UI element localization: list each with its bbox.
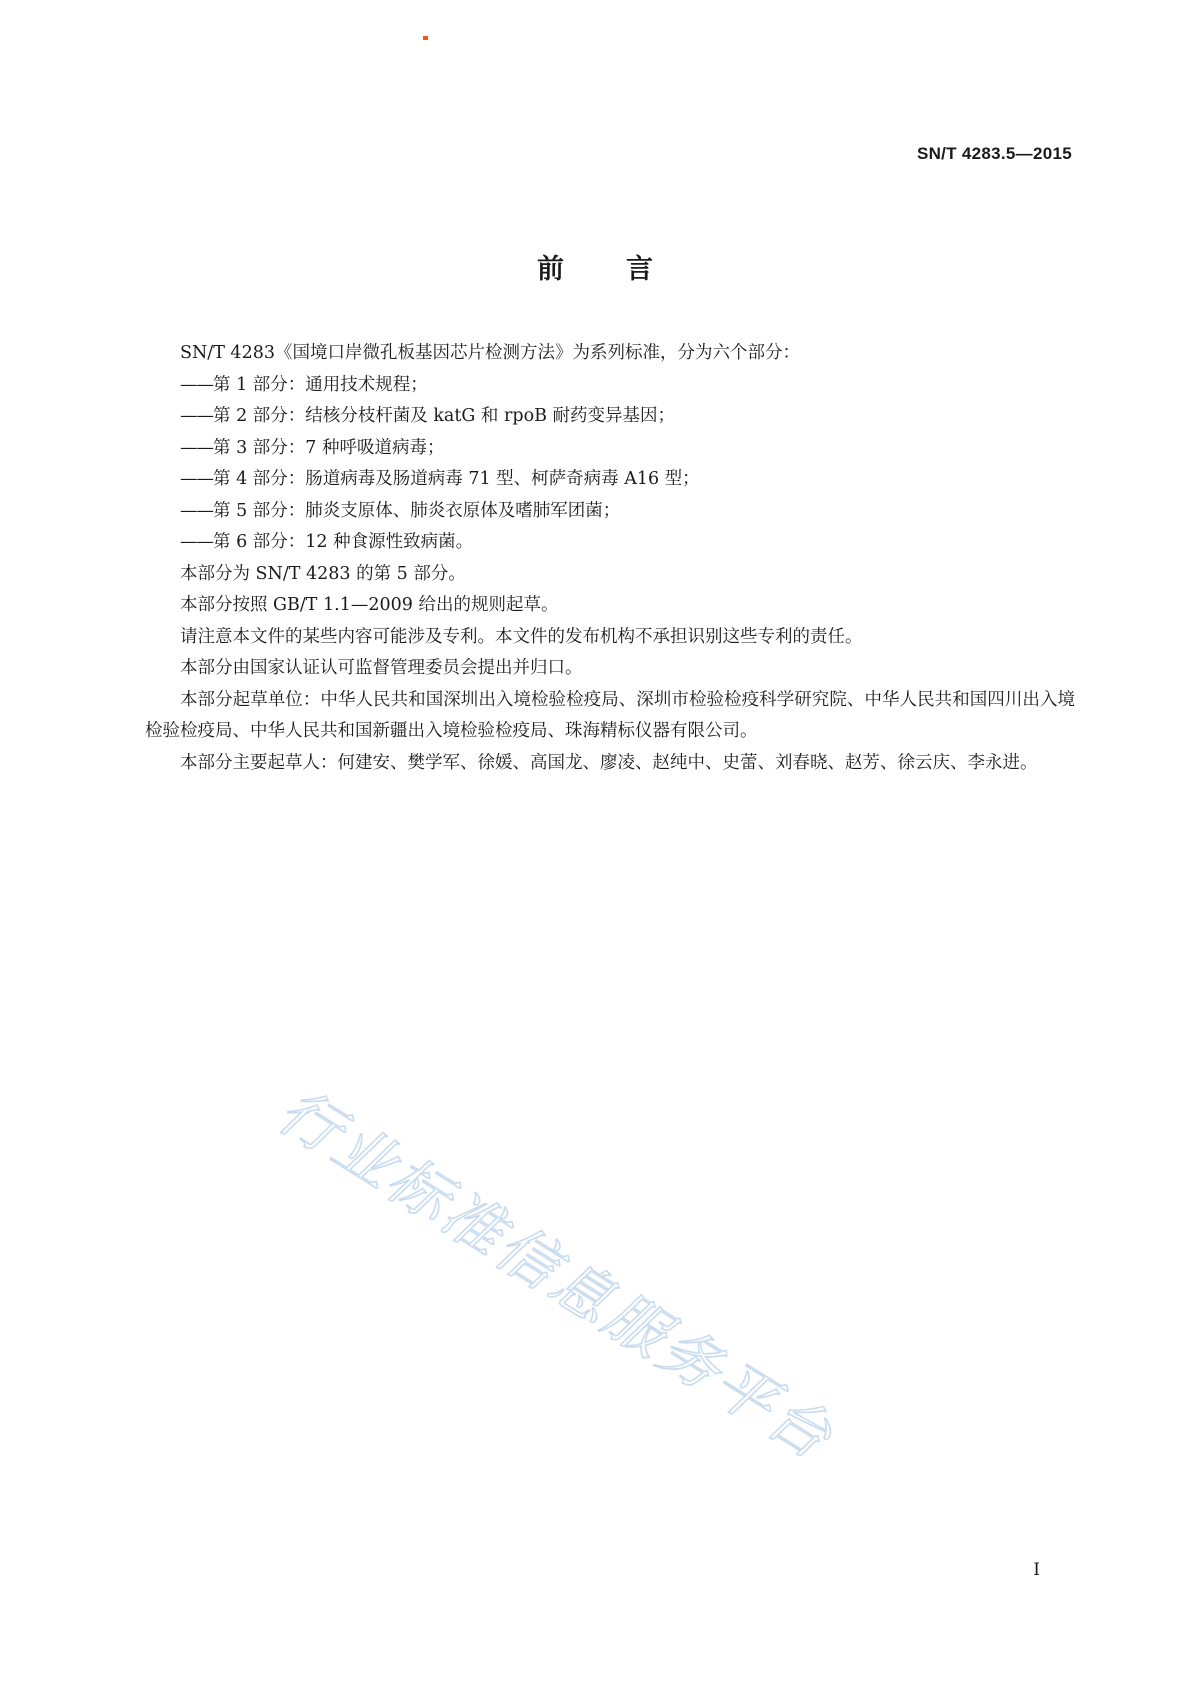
- list-item-text: 第 6 部分：12 种食源性致病菌。: [213, 532, 474, 552]
- list-item-text: 第 1 部分：通用技术规程；: [213, 374, 428, 395]
- intro-paragraph: SN/T 4283《国境口岸微孔板基因芯片检测方法》为系列标准，分为六个部分：: [180, 343, 800, 363]
- page-title: [0, 247, 1190, 286]
- list-dash: ——: [180, 437, 213, 458]
- paragraph-drafting-rules: 本部分按照 GB/T 1.1—2009 给出的规则起草。: [180, 595, 559, 615]
- list-item: [145, 464, 1075, 496]
- list-dash: ——: [180, 469, 213, 489]
- list-dash: ——: [180, 406, 213, 426]
- paragraph-proposer: 本部分由国家认证认可监督管理委员会提出并归口。: [180, 658, 583, 678]
- document-body: [145, 338, 1075, 779]
- list-item: [145, 433, 1075, 465]
- standard-code: SN/T 4283.5—2015: [916, 144, 1072, 163]
- list-item: [145, 401, 1075, 433]
- list-item-text: 第 4 部分：肠道病毒及肠道病毒 71 型、柯萨奇病毒 A16 型；: [213, 469, 700, 489]
- list-dash: ——: [180, 500, 213, 521]
- page-number: I: [1033, 1560, 1040, 1580]
- paragraph-drafting-units: 本部分起草单位：中华人民共和国深圳出入境检验检疫局、深圳市检验检疫科学研究院、中华人民共和国四川出入境检验检疫局、中华人民共和国新疆出入境检验检疫局、珠海精标仪器有限公司。: [145, 689, 1075, 741]
- list-item-text: 第 3 部分：7 种呼吸道病毒；: [213, 437, 445, 458]
- corner-mark: [423, 36, 428, 40]
- watermark: 行业标准信息服务平台: [266, 1076, 846, 1475]
- paragraph-part-statement: 本部分为 SN/T 4283 的第 5 部分。: [180, 563, 466, 584]
- paragraph-drafters: 本部分主要起草人：何建安、樊学军、徐媛、高国龙、廖凌、赵纯中、史蕾、刘春晓、赵芳、徐云庆、李永进。: [180, 752, 1038, 773]
- title-char-2: 言: [626, 254, 653, 285]
- list-item-text: 第 5 部分：肺炎支原体、肺炎衣原体及嗜肺军团菌；: [213, 500, 621, 521]
- list-item-text: 第 2 部分：结核分枝杆菌及 katG 和 rpoB 耐药变异基因；: [213, 406, 676, 426]
- list-item: [145, 496, 1075, 528]
- list-item: [145, 370, 1075, 402]
- title-char-1: 前: [537, 254, 564, 285]
- list-dash: ——: [180, 532, 213, 552]
- list-dash: ——: [180, 374, 213, 395]
- paragraph-patent-notice: 请注意本文件的某些内容可能涉及专利。本文件的发布机构不承担识别这些专利的责任。: [180, 626, 863, 647]
- list-item: [145, 527, 1075, 559]
